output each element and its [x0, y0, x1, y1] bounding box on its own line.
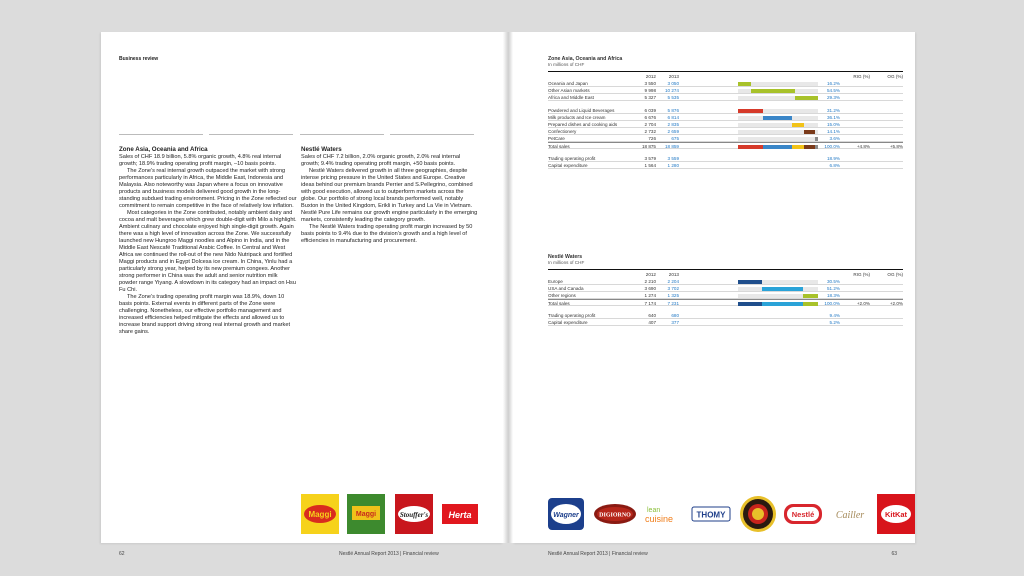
table-title: Zone Asia, Oceania and Africa: [548, 56, 623, 62]
row-label: Trading operating profit: [548, 313, 596, 318]
share-bar: [738, 89, 818, 93]
row-label: Total sales: [548, 301, 570, 306]
col-2013: 2013: [668, 272, 679, 277]
share-percent: 31.2%: [826, 108, 840, 113]
hsu-fu-chi-logo: [739, 494, 777, 534]
herta-logo: [441, 494, 479, 534]
share-percent: 54.5%: [826, 88, 840, 93]
table-row: [548, 114, 903, 121]
value-2012: 18 875: [641, 144, 656, 149]
col-og: OG (%): [887, 74, 903, 79]
share-bar-segment: [763, 145, 792, 149]
row-label: Prepared dishes and cooking aids: [548, 122, 618, 127]
svg-text:THOMY: THOMY: [696, 510, 726, 520]
og-value: +2.0%: [889, 301, 903, 306]
row-label: Europe: [548, 279, 563, 284]
value-2012: 640: [648, 313, 656, 318]
share-bar-segment: [795, 96, 818, 100]
svg-text:Maggi: Maggi: [355, 511, 377, 518]
row-label: PetCare: [548, 136, 565, 141]
share-bar: [738, 82, 818, 86]
table-total-row: [548, 299, 903, 306]
page-footer: Nestlé Annual Report 2013 | Financial review: [548, 551, 648, 557]
svg-text:cuisine: cuisine: [645, 514, 674, 524]
value-2012: 1 564: [644, 163, 656, 168]
table-row: [548, 121, 903, 128]
book-gutter: [503, 32, 513, 543]
share-bar: [738, 294, 818, 298]
table-row: [548, 80, 903, 87]
thomy-logo: [691, 494, 731, 534]
body-paragraph: The Zone’s trading operating profit margin was 18.9%, down 10 basis points. External events in different parts of the Zone were challenging. Nonetheless, our effective portfolio management and increased efficiencies helped mitigate the effects and allowed us to increase brand support driving strong real internal growth and market share gains.: [119, 293, 291, 335]
share-percent: 5.2%: [829, 320, 840, 325]
row-label: USA and Canada: [548, 286, 584, 291]
value-2012: 6 039: [644, 108, 656, 113]
table-row: [548, 285, 903, 292]
value-2013: 2 835: [667, 122, 679, 127]
share-bar-segment: [751, 89, 795, 93]
share-bar: [738, 96, 818, 100]
page-footer: Nestlé Annual Report 2013 | Financial review: [339, 551, 439, 557]
share-percent: 18.3%: [826, 293, 840, 298]
section-heading: Zone Asia, Oceania and Africa: [119, 146, 208, 153]
value-2012: 3 690: [644, 286, 656, 291]
share-bar-segment: [762, 287, 803, 291]
section-heading: Nestlé Waters: [301, 146, 342, 153]
row-label: Other Asian markets: [548, 88, 590, 93]
value-2012: 7 174: [644, 301, 656, 306]
brand-logo-row: [547, 494, 907, 534]
value-2013: 5 876: [667, 108, 679, 113]
rig-value: +4.8%: [856, 144, 870, 149]
maggi-green-logo: [347, 494, 385, 534]
share-percent: 6.8%: [829, 163, 840, 168]
col-rig: RIG (%): [853, 272, 870, 277]
col-2012: 2012: [645, 272, 656, 277]
table-row: [548, 107, 903, 114]
value-2012: 2 704: [644, 122, 656, 127]
share-bar: [738, 302, 818, 306]
table-row: [548, 312, 903, 319]
column-nestle-waters: [301, 146, 479, 245]
share-bar-segment: [738, 82, 751, 86]
share-bar-segment: [738, 302, 762, 306]
share-percent: 15.0%: [826, 122, 840, 127]
share-bar-segment: [762, 302, 803, 306]
column-rules: [119, 134, 479, 136]
share-bar: [738, 137, 818, 141]
share-bar: [738, 109, 818, 113]
table-row: [548, 135, 903, 142]
share-bar-segment: [738, 109, 763, 113]
table-header: [548, 72, 903, 80]
wagner-logo: [547, 494, 585, 534]
row-label: Trading operating profit: [548, 156, 596, 161]
share-percent: 100.0%: [824, 144, 840, 149]
value-2013: 2 204: [667, 279, 679, 284]
col-2012: 2012: [645, 74, 656, 79]
body-paragraph: The Nestlé Waters trading operating profit margin increased by 50 basis points to 9.4% due to the division’s growth and a high level of efficiencies in manufacturing and procurement.: [301, 223, 473, 244]
share-percent: 3.6%: [829, 136, 840, 141]
value-2012: 5 327: [644, 95, 656, 100]
row-label: Total sales: [548, 144, 570, 149]
col-rig: RIG (%): [853, 74, 870, 79]
share-bar-segment: [792, 123, 804, 127]
running-head: Business review: [119, 56, 159, 62]
lean-cuisine-logo: [643, 494, 681, 534]
body-paragraph: Nestlé Waters delivered growth in all three geographies, despite intense pricing pressure in the United States and Europe. Creative ideas behind our premium brands Perrier and S.Pellegrino, combined with good execution, allowed us to outperform markets across the globe. Our portfolio of strong local brands performed well, notably Buxton in the United Kingdom, Erikli in Turkey and La Vie in Vietnam. Nestlé Pure Life remains our growth engine particularly in the emerging markets, consistently leading the category growth.: [301, 167, 478, 223]
row-label: Milk products and Ice cream: [548, 115, 606, 120]
value-2013: 3 702: [667, 286, 679, 291]
value-2013: 1 280: [667, 163, 679, 168]
column-zone-aoa: [119, 146, 297, 336]
col-2013: 2013: [668, 74, 679, 79]
share-bar: [738, 145, 818, 149]
share-bar-segment: [804, 130, 815, 134]
table-row: [548, 278, 903, 285]
share-percent: 29.3%: [826, 95, 840, 100]
digiorno-logo: [593, 494, 637, 534]
brand-logo-row: [301, 494, 481, 534]
share-bar-segment: [803, 302, 818, 306]
table-row: [548, 128, 903, 135]
value-2013: 3 559: [667, 156, 679, 161]
share-percent: 14.1%: [826, 129, 840, 134]
value-2013: 3 050: [667, 81, 679, 86]
value-2013: 675: [671, 136, 679, 141]
value-2012: 2 210: [644, 279, 656, 284]
value-2013: 5 535: [667, 95, 679, 100]
row-label: Powdered and Liquid Beverages: [548, 108, 615, 113]
body-paragraph: The Zone’s real internal growth outpaced the market with strong performances particularly in Africa, the Middle East, Indonesia and Malaysia. Also noteworthy was Japan where a focus on innovative products and business models delivered good growth in the long-standing subdued trading environment. Pricing in the Zone reflected our commitment to remain competitive in the face of relatively low inflation.: [119, 167, 297, 209]
page-number: 63: [891, 551, 897, 557]
share-bar-segment: [803, 294, 818, 298]
cailler-logo: [831, 494, 869, 534]
table-header: [548, 270, 903, 278]
table-subtitle: In millions of CHF: [548, 62, 585, 67]
value-2012: 3 579: [644, 156, 656, 161]
value-2013: 2 659: [667, 129, 679, 134]
share-percent: 51.2%: [826, 286, 840, 291]
table-nestle-waters: [548, 254, 903, 326]
svg-text:DIGIORNO: DIGIORNO: [599, 512, 631, 519]
value-2013: 7 231: [667, 301, 679, 306]
value-2012: 1 274: [644, 293, 656, 298]
value-2013: 680: [671, 313, 679, 318]
body-paragraph: Most categories in the Zone contributed, notably ambient dairy and cocoa and malt beverages which grew double-digit with Milo a highlight. Ambient culinary and chocolate enjoyed high single-digit growth. Again there was a high level of innovation across the Zone. We successfully launched new Hungroo Maggi noodles and Alpino in India, and in the Middle East Nescafé Traditional Arabic Coffee. In Central and West Africa we continued the roll-out of the new Nido Nutripack and fortified Maggi products and in Egypt Dolcesa ice cream. In China, Yinlu had a particularly strong year, helped by its new premium congees. Another strong performer in China was the adult and senior nutrition milk powder range Yiyang. A slowdown in its category had an impact on Hsu Fu Chi.: [119, 209, 297, 293]
value-2012: 9 998: [644, 88, 656, 93]
table-row: [548, 319, 903, 326]
table-subtitle: In millions of CHF: [548, 260, 585, 265]
row-label: Africa and Middle East: [548, 95, 594, 100]
value-2012: 3 550: [644, 81, 656, 86]
table-total-row: [548, 142, 903, 149]
share-bar-segment: [763, 116, 792, 120]
table-row: [548, 94, 903, 101]
svg-text:Stouffer's: Stouffer's: [399, 511, 429, 519]
col-og: OG (%): [887, 272, 903, 277]
share-bar-segment: [804, 145, 815, 149]
share-percent: 30.5%: [826, 279, 840, 284]
share-percent: 16.2%: [826, 81, 840, 86]
row-label: Other regions: [548, 293, 576, 298]
table-row: [548, 155, 903, 162]
og-value: +5.8%: [889, 144, 903, 149]
row-label: Capital expenditure: [548, 320, 588, 325]
value-2013: 1 325: [667, 293, 679, 298]
svg-text:KitKat: KitKat: [884, 510, 908, 519]
share-bar-segment: [738, 145, 763, 149]
page-number: 62: [119, 551, 125, 557]
share-percent: 18.9%: [826, 156, 840, 161]
rig-value: +2.0%: [856, 301, 870, 306]
share-bar-segment: [815, 137, 818, 141]
nestle-logo: [783, 494, 823, 534]
table-zone-aoa: [548, 56, 903, 169]
row-label: Confectionery: [548, 129, 577, 134]
value-2012: 407: [648, 320, 656, 325]
value-2012: 726: [648, 136, 656, 141]
share-bar: [738, 280, 818, 284]
svg-text:lean: lean: [647, 507, 661, 514]
kitkat-logo: [877, 494, 915, 534]
value-2013: 6 814: [667, 115, 679, 120]
svg-text:Nestlé: Nestlé: [791, 510, 815, 519]
value-2013: 10 274: [664, 88, 679, 93]
svg-text:Maggi: Maggi: [308, 510, 332, 519]
svg-text:Herta: Herta: [448, 510, 472, 520]
share-percent: 36.1%: [826, 115, 840, 120]
share-bar: [738, 116, 818, 120]
value-2013: 377: [671, 320, 679, 325]
share-percent: 100.0%: [824, 301, 840, 306]
share-bar: [738, 287, 818, 291]
value-2012: 2 732: [644, 129, 656, 134]
svg-text:Wagner: Wagner: [553, 512, 579, 519]
share-percent: 9.4%: [829, 313, 840, 318]
maggi-logo: [301, 494, 339, 534]
stouffers-logo: [395, 494, 433, 534]
left-page: [101, 32, 503, 557]
svg-text:Cailler: Cailler: [835, 510, 865, 521]
share-bar-segment: [815, 145, 818, 149]
share-bar: [738, 123, 818, 127]
share-bar-segment: [738, 280, 762, 284]
table-row: [548, 292, 903, 299]
table-title: Nestlé Waters: [548, 254, 583, 260]
table-row: [548, 87, 903, 94]
row-label: Oceania and Japan: [548, 81, 588, 86]
summary-paragraph: Sales of CHF 7.2 billion, 2.0% organic growth, 2.0% real internal growth; 9.4% trading operating profit margin, +50 basis points.: [301, 153, 461, 167]
summary-paragraph: Sales of CHF 18.9 billion, 5.8% organic growth, 4.8% real internal growth; 18.9% trading operating profit margin, –10 basis points.: [119, 153, 282, 167]
table-row: [548, 162, 903, 169]
share-bar-segment: [792, 145, 804, 149]
right-page: [513, 32, 915, 557]
row-label: Capital expenditure: [548, 163, 588, 168]
share-bar: [738, 130, 818, 134]
value-2012: 6 676: [644, 115, 656, 120]
value-2013: 18 859: [664, 144, 679, 149]
